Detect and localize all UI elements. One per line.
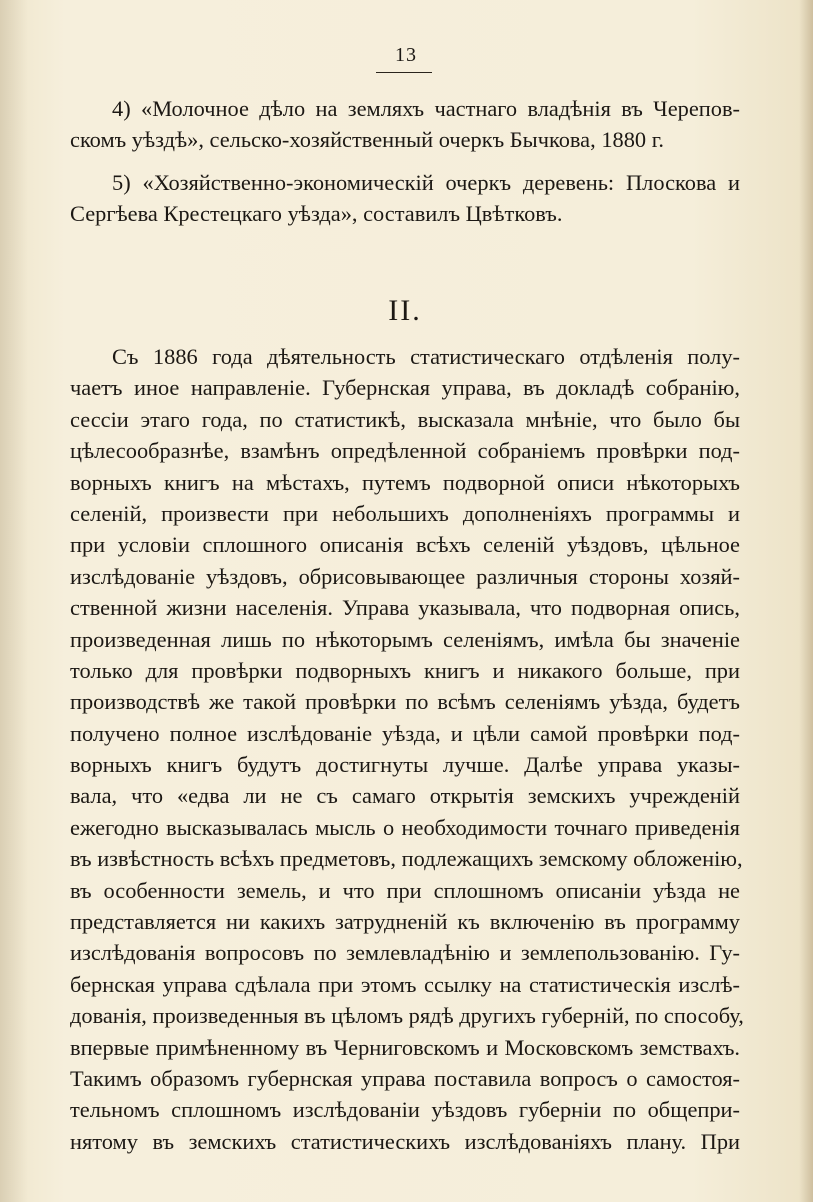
list-item-line: 4) «Молочное дѣло на земляхъ частнаго владѣнія въ Черепов-	[112, 96, 740, 121]
paragraph-line: ворныхъ книгъ будутъ достигнуты лучше. Далѣе управа указы-	[70, 752, 740, 778]
paragraph-line: бернская управа сдѣлала при этомъ ссылку на статистическія изслѣ-	[70, 971, 740, 997]
paragraph-line: произведенная лишь по нѣкоторымъ селеніямъ, имѣла бы значеніе	[70, 626, 740, 652]
paragraph-line: производствѣ же такой провѣрки по всѣмъ селеніямъ уѣзда, будетъ	[70, 689, 740, 715]
section-heading: II.	[388, 294, 422, 327]
main-paragraph	[70, 341, 744, 1157]
paragraph-line: ежегодно высказывалась мысль о необходимости точнаго приведенія	[70, 814, 740, 840]
paragraph-line: изслѣдованіе уѣздовъ, обрисовывающее различныя стороны хозяй-	[70, 563, 740, 589]
page-number-rule	[376, 72, 432, 73]
list-item-4	[70, 93, 740, 156]
paragraph-line: Такимъ образомъ губернская управа поставила вопросъ о самостоя-	[70, 1065, 740, 1091]
paragraph-line: ворныхъ книгъ на мѣстахъ, путемъ подворной описи нѣкоторыхъ	[70, 469, 740, 495]
paragraph-line: Съ 1886 года дѣятельность статистическаго отдѣленія полу-	[112, 344, 740, 369]
page-number: 13	[395, 44, 417, 66]
paragraph-line: ственной жизни населенія. Управа указывала, что подворная опись,	[70, 595, 740, 621]
page-gutter-shadow	[0, 0, 28, 1202]
paragraph-line: въ извѣстность всѣхъ предметовъ, подлежащихъ земскому обложенію,	[70, 846, 743, 872]
list-item-5	[70, 167, 740, 230]
paragraph-line: тельномъ сплошномъ изслѣдованіи уѣздовъ губерніи по общепри-	[70, 1097, 740, 1123]
paragraph-line: цѣлесообразнѣе, взамѣнъ опредѣленной собраніемъ провѣрки под-	[70, 438, 740, 464]
paragraph-line: нятому въ земскихъ статистическихъ изслѣдованіяхъ плану. При	[70, 1128, 740, 1154]
paragraph-line: чаетъ иное направленіе. Губернская управа, въ докладѣ собранію,	[70, 375, 740, 401]
paragraph-line: изслѣдованія вопросовъ по землевладѣнію и землепользованію. Гу-	[70, 940, 740, 966]
paragraph-line: при условіи сплошного описанія всѣхъ селеній уѣздовъ, цѣльное	[70, 532, 740, 558]
list-item-line: 5) «Хозяйственно-экономическій очеркъ деревень: Плоскова и	[112, 170, 740, 195]
paragraph-line: дованія, произведенныя въ цѣломъ рядѣ другихъ губерній, по способу,	[70, 1003, 744, 1029]
list-item-line: скомъ уѣздѣ», сельско-хозяйственный очеркъ Бычкова, 1880 г.	[70, 127, 664, 153]
paragraph-line: только для провѣрки подворныхъ книгъ и никакого больше, при	[70, 657, 740, 683]
paragraph-line: селеній, произвести при небольшихъ дополненіяхъ программы и	[70, 500, 740, 526]
page-edge-shadow	[799, 0, 813, 1202]
paragraph-line: сессіи этаго года, по статистикѣ, высказала мнѣніе, что было бы	[70, 406, 740, 432]
paragraph-line: представляется ни какихъ затрудненій къ включенію въ программу	[70, 909, 740, 935]
paragraph-line: получено полное изслѣдованіе уѣзда, и цѣли самой провѣрки под-	[70, 720, 740, 746]
paragraph-line: вала, что «едва ли не съ самаго открытія земскихъ учрежденій	[70, 783, 740, 809]
paragraph-line: въ особенности земель, и что при сплошномъ описаніи уѣзда не	[70, 877, 740, 903]
paragraph-line: впервые примѣненному въ Черниговскомъ и Московскомъ земствахъ.	[70, 1034, 740, 1060]
list-item-line: Сергѣева Крестецкаго уѣзда», составилъ Цвѣтковъ.	[70, 201, 563, 227]
